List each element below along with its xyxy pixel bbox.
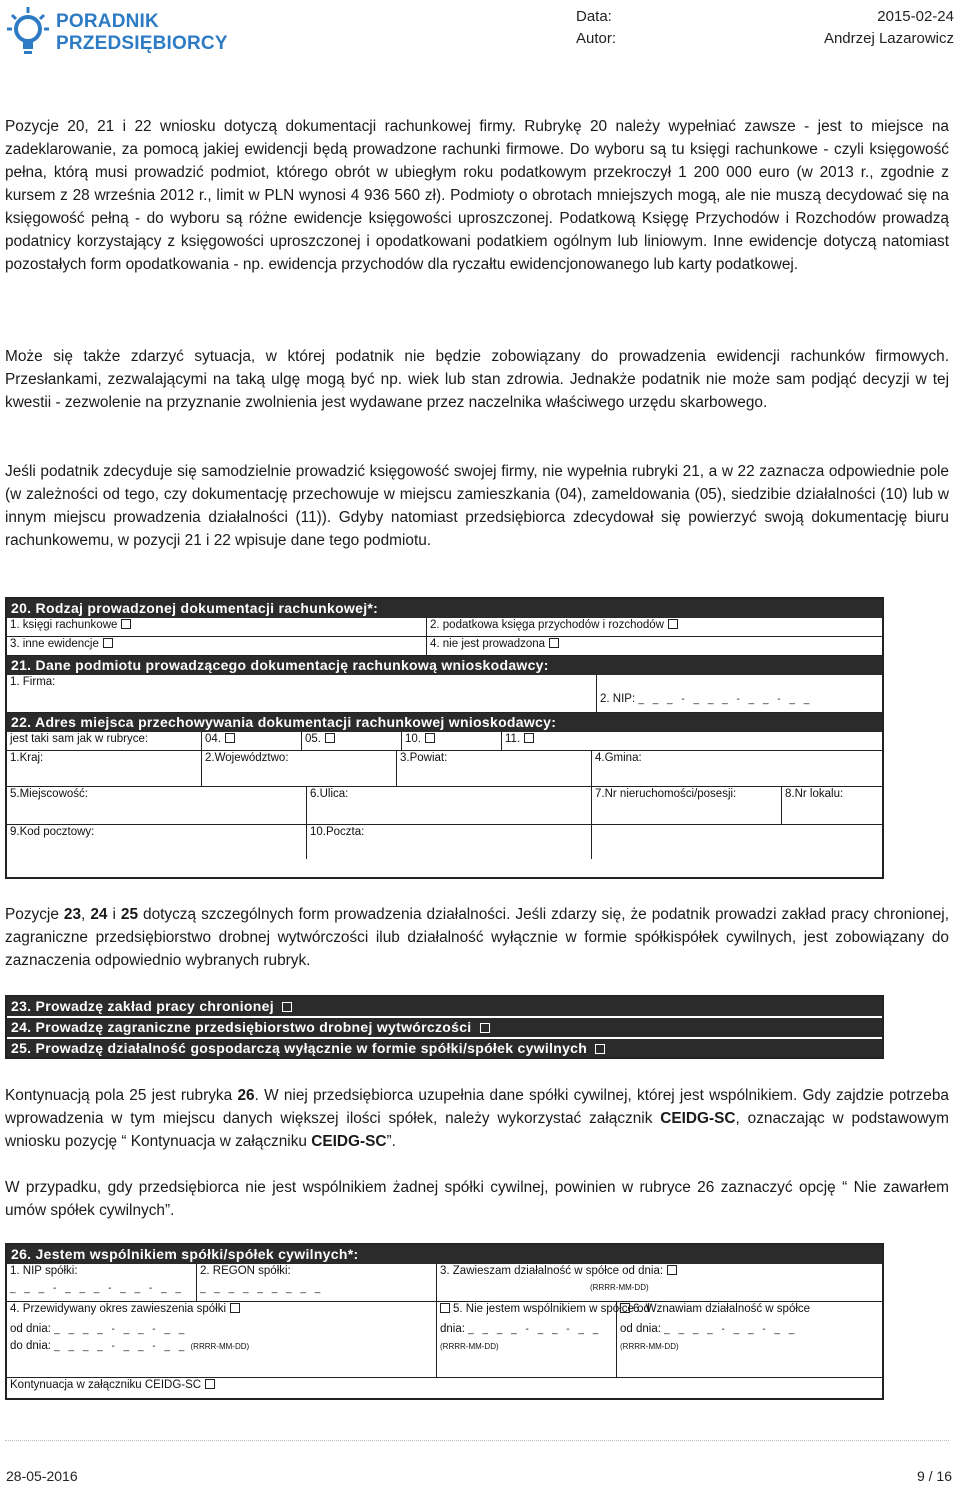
form-option-25[interactable] bbox=[7, 1039, 882, 1057]
field-label: 8.Nr lokalu: bbox=[785, 788, 844, 800]
field-label: 6. Wznawiam działalność w spółce bbox=[633, 1303, 811, 1315]
meta-labels bbox=[576, 6, 616, 50]
bold-number: 24 bbox=[90, 906, 108, 923]
logo-text bbox=[56, 11, 228, 55]
form-option-23[interactable] bbox=[7, 997, 882, 1016]
footer-divider bbox=[5, 1440, 949, 1441]
field-label: 2. REGON spółki: bbox=[200, 1265, 291, 1277]
field-label: 3. Zawieszam działalność w spółce od dnia: bbox=[440, 1265, 664, 1277]
option-label: 3. inne ewidencje bbox=[10, 638, 99, 650]
field-nip-spolki[interactable] bbox=[7, 1264, 197, 1301]
form-header-21: 21. Dane podmiotu prowadzącego dokumentację rachunkową wnioskodawcy: bbox=[7, 656, 882, 675]
bulb-icon bbox=[6, 5, 50, 57]
option-label: 24. Prowadzę zagraniczne przedsiębiorstwo drobnej wytwórczości bbox=[11, 1019, 472, 1035]
checkbox-icon[interactable] bbox=[230, 1303, 240, 1313]
form-section-26 bbox=[5, 1243, 884, 1400]
field-zawieszam[interactable] bbox=[437, 1264, 882, 1301]
dash-placeholder: _ _ _ - _ _ _ - _ _ - _ _ bbox=[638, 694, 813, 705]
field-label: 4.Gmina: bbox=[595, 752, 642, 764]
date-format: (RRRR-MM-DD) bbox=[620, 1342, 679, 1351]
form-row-22-street bbox=[7, 787, 882, 825]
bold-number: 26 bbox=[237, 1087, 255, 1104]
form-header-26: 26. Jestem wspólnikiem spółki/spółek cywilnych*: bbox=[7, 1245, 882, 1264]
footer-page-number: 9 / 16 bbox=[916, 1468, 952, 1484]
dash-placeholder: _ _ _ _ - _ _ - _ _ bbox=[664, 1324, 798, 1335]
dash-placeholder: _ _ _ _ - _ _ - _ _ bbox=[468, 1324, 602, 1335]
checkbox-icon[interactable] bbox=[325, 733, 335, 743]
field-label: 10.Poczta: bbox=[310, 826, 365, 838]
date-format: (RRRR-MM-DD) bbox=[590, 1283, 649, 1292]
date-label: Data: bbox=[576, 8, 612, 25]
text-run: i bbox=[107, 906, 121, 923]
footer-date: 28-05-2016 bbox=[6, 1468, 78, 1484]
dash-placeholder: _ _ _ _ - _ _ - _ _ bbox=[54, 1341, 188, 1352]
do-dnia-line bbox=[10, 1340, 433, 1352]
field-gmina[interactable] bbox=[592, 751, 882, 786]
field-przewidywany-okres[interactable] bbox=[7, 1302, 437, 1377]
text-run: , bbox=[81, 906, 91, 923]
option-label: 2. podatkowa księga przychodów i rozchodów bbox=[430, 619, 664, 631]
checkbox-icon[interactable] bbox=[440, 1303, 450, 1313]
date-format-line bbox=[620, 1340, 879, 1352]
bold-number: 23 bbox=[63, 906, 82, 923]
option-inne[interactable] bbox=[7, 637, 427, 655]
checkbox-icon[interactable] bbox=[225, 733, 235, 743]
bold-term: CEIDG-SC bbox=[311, 1133, 387, 1150]
checkbox-icon[interactable] bbox=[103, 638, 113, 648]
field-label-line bbox=[440, 1303, 650, 1315]
field-label: 5. Nie jestem wspólnikiem w spółce od bbox=[453, 1303, 650, 1315]
option-label: 11. bbox=[505, 733, 521, 745]
field-firma[interactable] bbox=[7, 675, 597, 712]
dnia-line bbox=[440, 1323, 613, 1335]
field-label-line bbox=[10, 1303, 433, 1315]
option-nie-prowadzona[interactable] bbox=[427, 637, 882, 655]
field-nie-jestem[interactable] bbox=[437, 1302, 650, 1377]
paragraph-no-partnership: W przypadku, gdy przedsiębiorca nie jest wspólnikiem żadnej spółki cywilnej, powinien w rubryce 26 zaznaczyć opcję “ Nie zawarłem umów spółek cywilnych”. bbox=[5, 1179, 949, 1219]
option-11[interactable] bbox=[502, 732, 882, 750]
same-as-label bbox=[7, 732, 202, 750]
logo-line-2: PRZEDSIĘBIORCY bbox=[56, 33, 228, 54]
paragraph-continuation bbox=[5, 1084, 949, 1153]
meta-values bbox=[824, 6, 954, 50]
bold-number: 25 bbox=[120, 906, 139, 923]
checkbox-icon[interactable] bbox=[121, 619, 131, 629]
field-kod-pocztowy[interactable] bbox=[7, 825, 307, 859]
option-04[interactable] bbox=[202, 732, 302, 750]
field-label: 7.Nr nieruchomości/posesji: bbox=[595, 788, 737, 800]
field-label: 5.Miejscowość: bbox=[10, 788, 88, 800]
option-label: 4. nie jest prowadzona bbox=[430, 638, 546, 650]
checkbox-icon[interactable] bbox=[205, 1379, 215, 1389]
field-label-line bbox=[620, 1303, 879, 1315]
field-kraj[interactable] bbox=[7, 751, 202, 786]
paragraph-self-accounting: Jeśli podatnik zdecyduje się samodzielnie prowadzić księgowość swojej firmy, nie wypełnia rubryki 21, a w 22 zaznacza odpowiednie pole (w zależności od tego, czy dokumentację przechowuje w miejscu zamieszkania (04), zameldowania (05), siedzibie działalności (10) lub w innym miejscu prowadzenia działalności (11)). Gdyby natomiast przedsiębiorca zdecydował się powierzyć swoją dokumentację biuru rachunkowemu, w pozycji 21 i 22 wpisuje dane tego podmiotu. bbox=[5, 463, 949, 549]
form-row-26-continuation bbox=[7, 1378, 882, 1397]
checkbox-icon[interactable] bbox=[549, 638, 559, 648]
form-row-22-same bbox=[7, 732, 882, 751]
option-label: 25. Prowadzę działalność gospodarczą wyłącznie w formie spółki/spółek cywilnych bbox=[11, 1040, 588, 1056]
field-nip[interactable] bbox=[597, 675, 882, 712]
field-powiat[interactable] bbox=[397, 751, 592, 786]
option-label: 05. bbox=[305, 733, 321, 745]
option-ksiegi[interactable] bbox=[7, 618, 427, 636]
author-label: Autor: bbox=[576, 30, 617, 47]
option-label: Kontynuacja w załączniku CEIDG-SC bbox=[10, 1379, 202, 1391]
field-nr-lokalu[interactable] bbox=[782, 787, 882, 824]
form-row-21 bbox=[7, 675, 882, 713]
field-label: 1. NIP spółki: bbox=[10, 1265, 78, 1277]
field-label: 3.Powiat: bbox=[400, 752, 448, 764]
field-nr-nieruchomosci[interactable] bbox=[592, 787, 782, 824]
paragraph-exemption: Może się także zdarzyć sytuacja, w której podatnik nie będzie zobowiązany do prowadzenia ewidencji rachunków firmowych. Przesłankami, zezwalającymi na taką ulgę mogą być np. wiek lub stan zdrowia. Jednakże podatnik nie może sam podjąć decyzji w tej kwestii - zezwolenie na przyznanie zwolnienia jest wydawane przez naczelnika właściwego urzędu skarbowego. bbox=[5, 348, 949, 411]
od-dnia-line bbox=[10, 1323, 433, 1335]
date-format-hint bbox=[440, 1281, 879, 1293]
option-10[interactable] bbox=[402, 732, 502, 750]
field-label: jest taki sam jak w rubryce: bbox=[10, 733, 149, 745]
dash-placeholder: _ _ _ _ _ _ _ _ _ bbox=[200, 1283, 324, 1294]
text-run: . W niej przedsiębiorca uzupełnia dane spółki cywilnej, której jest wspólnikiem. Gdy zajdzie potrzeba wprowadzenia w tym miejscu danych większej ilości spółek, należy wykorzystać załącznik bbox=[5, 1087, 949, 1127]
checkbox-icon[interactable] bbox=[425, 733, 435, 743]
form-row-20a bbox=[7, 618, 882, 637]
field-wznawiam[interactable] bbox=[617, 1302, 882, 1377]
date-format: (RRRR-MM-DD) bbox=[440, 1342, 499, 1351]
date-value: 2015-02-24 bbox=[877, 8, 954, 25]
form-row-22-region bbox=[7, 751, 882, 787]
option-05[interactable] bbox=[302, 732, 402, 750]
option-label: 1. księgi rachunkowe bbox=[10, 619, 118, 631]
bold-term: CEIDG-SC bbox=[660, 1110, 736, 1127]
poradnik-logo[interactable] bbox=[6, 5, 246, 57]
logo-line-1: PORADNIK bbox=[56, 11, 159, 32]
field-miejscowosc[interactable] bbox=[7, 787, 307, 824]
field-label: 2.Województwo: bbox=[205, 752, 289, 764]
field-ulica[interactable] bbox=[307, 787, 592, 824]
field-label: dnia: bbox=[440, 1323, 465, 1335]
dash-placeholder: _ _ _ _ - _ _ - _ _ bbox=[54, 1324, 188, 1335]
checkbox-icon[interactable] bbox=[480, 1023, 490, 1033]
checkbox-icon[interactable] bbox=[282, 1002, 292, 1012]
form-header-20: 20. Rodzaj prowadzonej dokumentacji rachunkowej*: bbox=[7, 599, 882, 618]
field-label: 4. Przewidywany okres zawieszenia spółki bbox=[10, 1303, 227, 1315]
empty-cell bbox=[592, 825, 882, 859]
form-section-23-25 bbox=[5, 995, 884, 1059]
option-label: 04. bbox=[205, 733, 221, 745]
field-label: do dnia: bbox=[10, 1340, 51, 1352]
checkbox-icon[interactable] bbox=[667, 1265, 677, 1275]
option-label: 23. Prowadzę zakład pracy chronionej bbox=[11, 998, 274, 1014]
date-format-line bbox=[440, 1340, 613, 1352]
field-wojewodztwo[interactable] bbox=[202, 751, 397, 786]
field-label: 1. Firma: bbox=[10, 676, 56, 688]
checkbox-icon[interactable] bbox=[668, 619, 678, 629]
text-run: dotyczą szczególnych form prowadzenia działalności. Jeśli zdarzy się, że podatnik prowadzi zakład pracy chronionej, zagraniczne przedsiębiorstwo drobnej wytwórczości ilub działalność wyłącznie w formie spółkispółek cywilnych, jest zobowiązany do zaznaczenia odpowiednio wybranych rubryk. bbox=[5, 906, 949, 969]
form-header-22: 22. Adres miejsca przechowywania dokumentacji rachunkowej wnioskodawcy: bbox=[7, 713, 882, 732]
checkbox-icon[interactable] bbox=[620, 1303, 630, 1313]
field-poczta[interactable] bbox=[307, 825, 592, 859]
field-label: 2. NIP: bbox=[600, 693, 636, 705]
field-label: od dnia: bbox=[10, 1323, 51, 1335]
form-row-20b bbox=[7, 637, 882, 656]
option-kpir[interactable] bbox=[427, 618, 882, 636]
form-row-26-dates bbox=[7, 1302, 882, 1378]
date-format: (RRRR-MM-DD) bbox=[190, 1342, 250, 1351]
form-row-22-post bbox=[7, 825, 882, 859]
form-option-24[interactable] bbox=[7, 1018, 882, 1037]
field-label: 1.Kraj: bbox=[10, 752, 44, 764]
text-run: Pozycje bbox=[5, 906, 64, 923]
option-kontynuacja[interactable] bbox=[7, 1378, 882, 1397]
form-section-20-22 bbox=[5, 597, 884, 879]
dash-placeholder: _ _ _ - _ _ _ - _ _ - _ _ bbox=[10, 1283, 184, 1294]
text-run: ”. bbox=[386, 1133, 396, 1150]
author-value: Andrzej Lazarowicz bbox=[823, 30, 954, 47]
text-run: Kontynuacją pola 25 jest rubryka bbox=[5, 1087, 238, 1104]
field-label: od dnia: bbox=[620, 1323, 661, 1335]
paragraph-special-forms bbox=[5, 903, 949, 972]
form-row-26-ids bbox=[7, 1264, 882, 1302]
field-regon-spolki[interactable] bbox=[197, 1264, 437, 1301]
od-dnia-line bbox=[620, 1323, 879, 1335]
field-label: 6.Ulica: bbox=[310, 788, 349, 800]
option-label: 10. bbox=[405, 733, 421, 745]
checkbox-icon[interactable] bbox=[524, 733, 534, 743]
paragraph-accounting-docs: Pozycje 20, 21 i 22 wniosku dotyczą dokumentacji rachunkowej firmy. Rubrykę 20 należy wypełniać zawsze - jest to miejsce na zadeklarowanie, za pomocą jakiej ewidencji będą prowadzone rachunki firmowe. Do wyboru są tu księgi rachunkowe - czyli księgowość pełna, którą musi prowadzić podmiot, którego obrót w ubiegłym roku podatkowym przekroczył 1 200 000 euro (w 2013 r., zgodnie z kursem z 28 września 2012 r., limit w PLN wynosi 4 936 560 zł). Podmioty o obrotach mniejszych mogą, ale nie muszą decydować się na księgowość pełną - do wyboru są różne ewidencje księgowości uproszczonej. Podatkową Księgę Przychodów i Rozchodów prowadzą podatnicy korzystający z księgowości uproszczonej i opodatkowani podatkiem ogólnym lub liniowym. Inne ewidencje dotyczą natomiast pozostałych form opodatkowania - np. ewidencja przychodów dla ryczałtu ewidencjonowanego lub karty podatkowej. bbox=[5, 118, 949, 273]
text-run: , oznaczając w podstawowym wniosku pozycję “ Kontynuacja w załączniku bbox=[5, 1110, 949, 1150]
field-label: 9.Kod pocztowy: bbox=[10, 826, 95, 838]
page-header bbox=[0, 0, 960, 90]
checkbox-icon[interactable] bbox=[595, 1044, 605, 1054]
